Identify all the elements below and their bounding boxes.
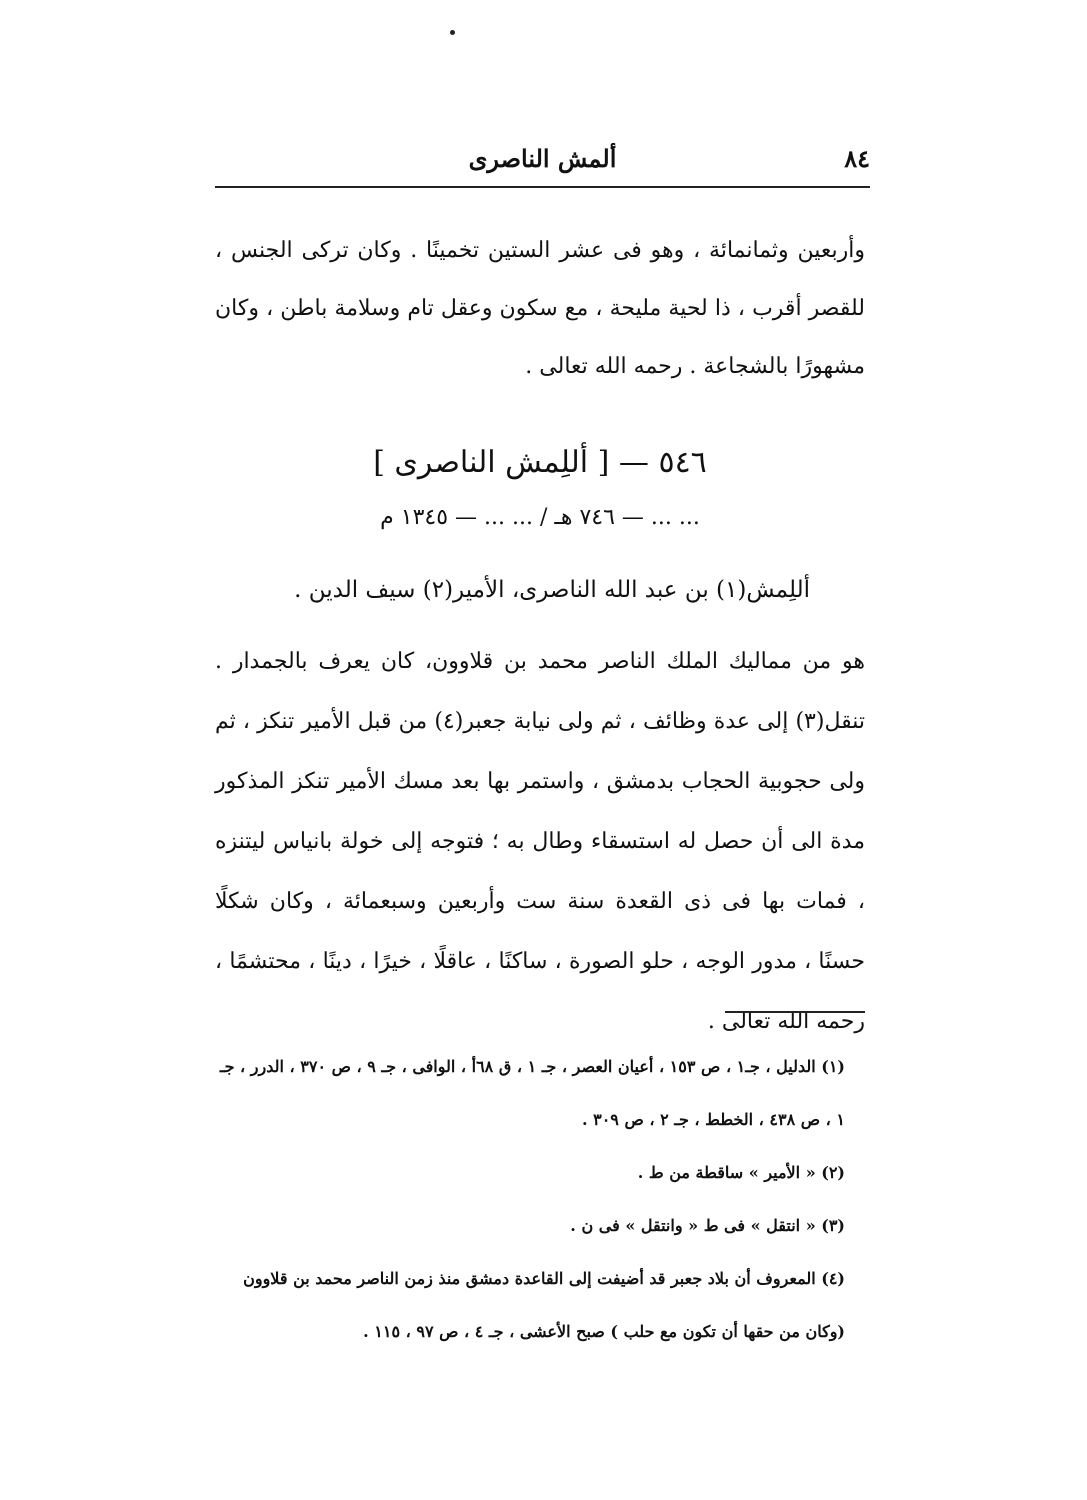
- entry-dates: ... ... — ٧٤٦ هـ / ... ... — ١٣٤٥ م: [380, 505, 700, 530]
- footnote-separator: [725, 1011, 865, 1013]
- ink-dot: [450, 30, 455, 35]
- footnote-2: (٢) « الأمير » ساقطة من ط .: [637, 1163, 845, 1182]
- entry-body: هو من مماليك الملك الناصر محمد بن قلاوون، كان يعرف بالجمدار . تنقل(٣) إلى عدة وظائف ، ثم ولى نيابة جعبر(٤) من قبل الأمير تنكز ، ثم ولى حجوبية الحجاب بدمشق ، واستمر بها بعد مسك الأمير تنكز المذكور مدة الى أن حصل له استسقاء وطال به ؛ فتوجه إلى خولة بانياس ليتنزه ، فمات بها فى ذى القعدة سنة ست وأربعين وسبعمائة ، وكان شكلًا حسنًا ، مدور الوجه ، حلو الصورة ، ساكنًا ، عاقلًا ، خيرًا ، دينًا ، محتشمًا ، رحمه الله تعالى .: [215, 649, 865, 1034]
- entry-name-text: أللِمش(١) بن عبد الله الناصرى، الأمير(٢) سيف الدين .: [294, 577, 810, 603]
- footnote-1: (١) الدليل ، جـ١ ، ص ١٥٣ ، أعيان العصر ، جـ ١ ، ق ٦٨أ ، الوافى ، جـ ٩ ، ص ٣٧٠ ، الدرر ، جـ ١ ، ص ٤٣٨ ، الخطط ، جـ ٢ ، ص ٣٠٩ .: [219, 1057, 845, 1129]
- running-header: [215, 140, 870, 188]
- entry-name-line: [215, 565, 865, 615]
- footnotes: [210, 1040, 845, 1358]
- entry-body-block: [215, 632, 865, 1052]
- running-title: ألمش الناصرى: [468, 144, 617, 173]
- entry-heading: ٥٤٦ — [ أللِمش الناصرى ]: [373, 445, 707, 480]
- footnote-3: (٣) « انتقل » فى ط « وانتقل » فى ن .: [570, 1216, 845, 1235]
- top-paragraph: وأربعين وثمانمائة ، وهو فى عشر الستين تخمينًا . وكان تركى الجنس ، للقصر أقرب ، ذا لحية مليحة ، مع سكون وعقل تام وسلامة باطن ، وكان مشهورًا بالشجاعة . رحمه الله تعالى .: [215, 238, 865, 379]
- page-number: ٨٤: [844, 144, 870, 173]
- top-paragraph-block: [215, 222, 865, 396]
- footnote-4: (٤) المعروف أن بلاد جعبر قد أضيفت إلى القاعدة دمشق منذ زمن الناصر محمد بن قلاوون (وكان من حقها أن تكون مع حلب ) صبح الأعشى ، جـ ٤ ، ص ٩٧ ، ١١٥ .: [243, 1269, 845, 1341]
